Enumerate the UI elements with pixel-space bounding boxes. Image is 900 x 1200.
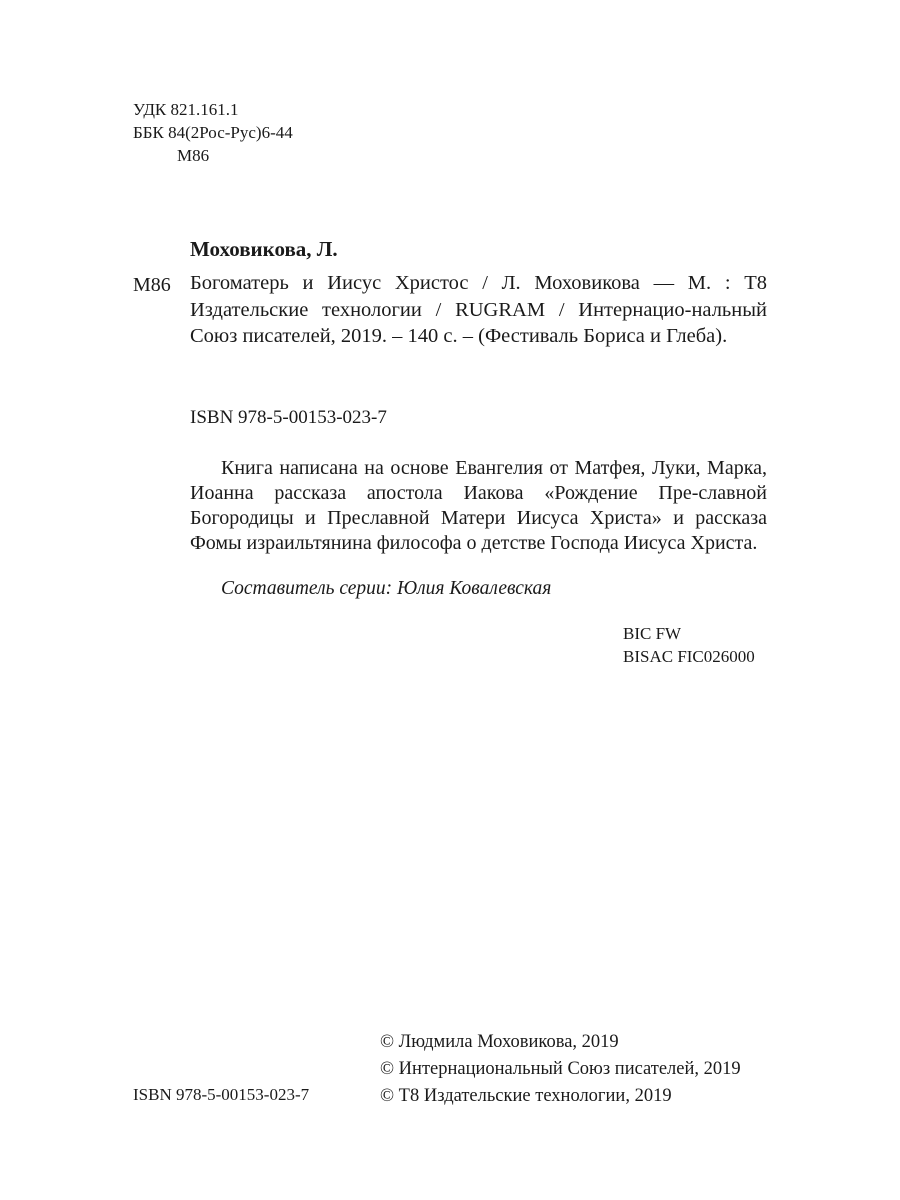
footer-isbn: ISBN 978-5-00153-023-7: [133, 1085, 310, 1104]
copyright-line: © Интернациональный Союз писателей, 2019: [380, 1059, 741, 1079]
isbn: ISBN 978-5-00153-023-7: [190, 407, 387, 428]
series-compiler: Составитель серии: Юлия Ковалевская: [221, 578, 552, 599]
copyright-line: © Т8 Издательские технологии, 2019: [380, 1086, 672, 1106]
classification-block: [133, 98, 293, 167]
bbk-code: ББК 84(2Рос-Рус)6-44: [133, 123, 293, 142]
udk-code: УДК 821.161.1: [133, 100, 239, 119]
copyright-line: © Людмила Моховикова, 2019: [380, 1032, 619, 1052]
cutter-mark: М86: [133, 274, 171, 296]
annotation: Книга написана на основе Евангелия от Матфея, Луки, Марка, Иоанна рассказа апостола Иакова «Рождение Пре-славной Богородицы и Преславной Матери Иисуса Христа» и рассказа Фомы израильтянина философа о детстве Господа Иисуса Христа.: [190, 457, 767, 554]
author-heading: Моховикова, Л.: [190, 237, 338, 261]
bisac-code: BISAC FIC026000: [623, 647, 755, 666]
subject-codes: [623, 622, 755, 668]
bic-code: BIC FW: [623, 624, 682, 643]
copyright-block: [380, 1029, 741, 1110]
cutter-code: М86: [177, 146, 210, 165]
bibliographic-description: Богоматерь и Иисус Христос / Л. Моховикова — М. : Т8 Издательские технологии / RUGRAM / Интернацио-нальный Союз писателей, 2019. – 140 с. – (Фестиваль Бориса и Глеба).: [190, 272, 767, 347]
